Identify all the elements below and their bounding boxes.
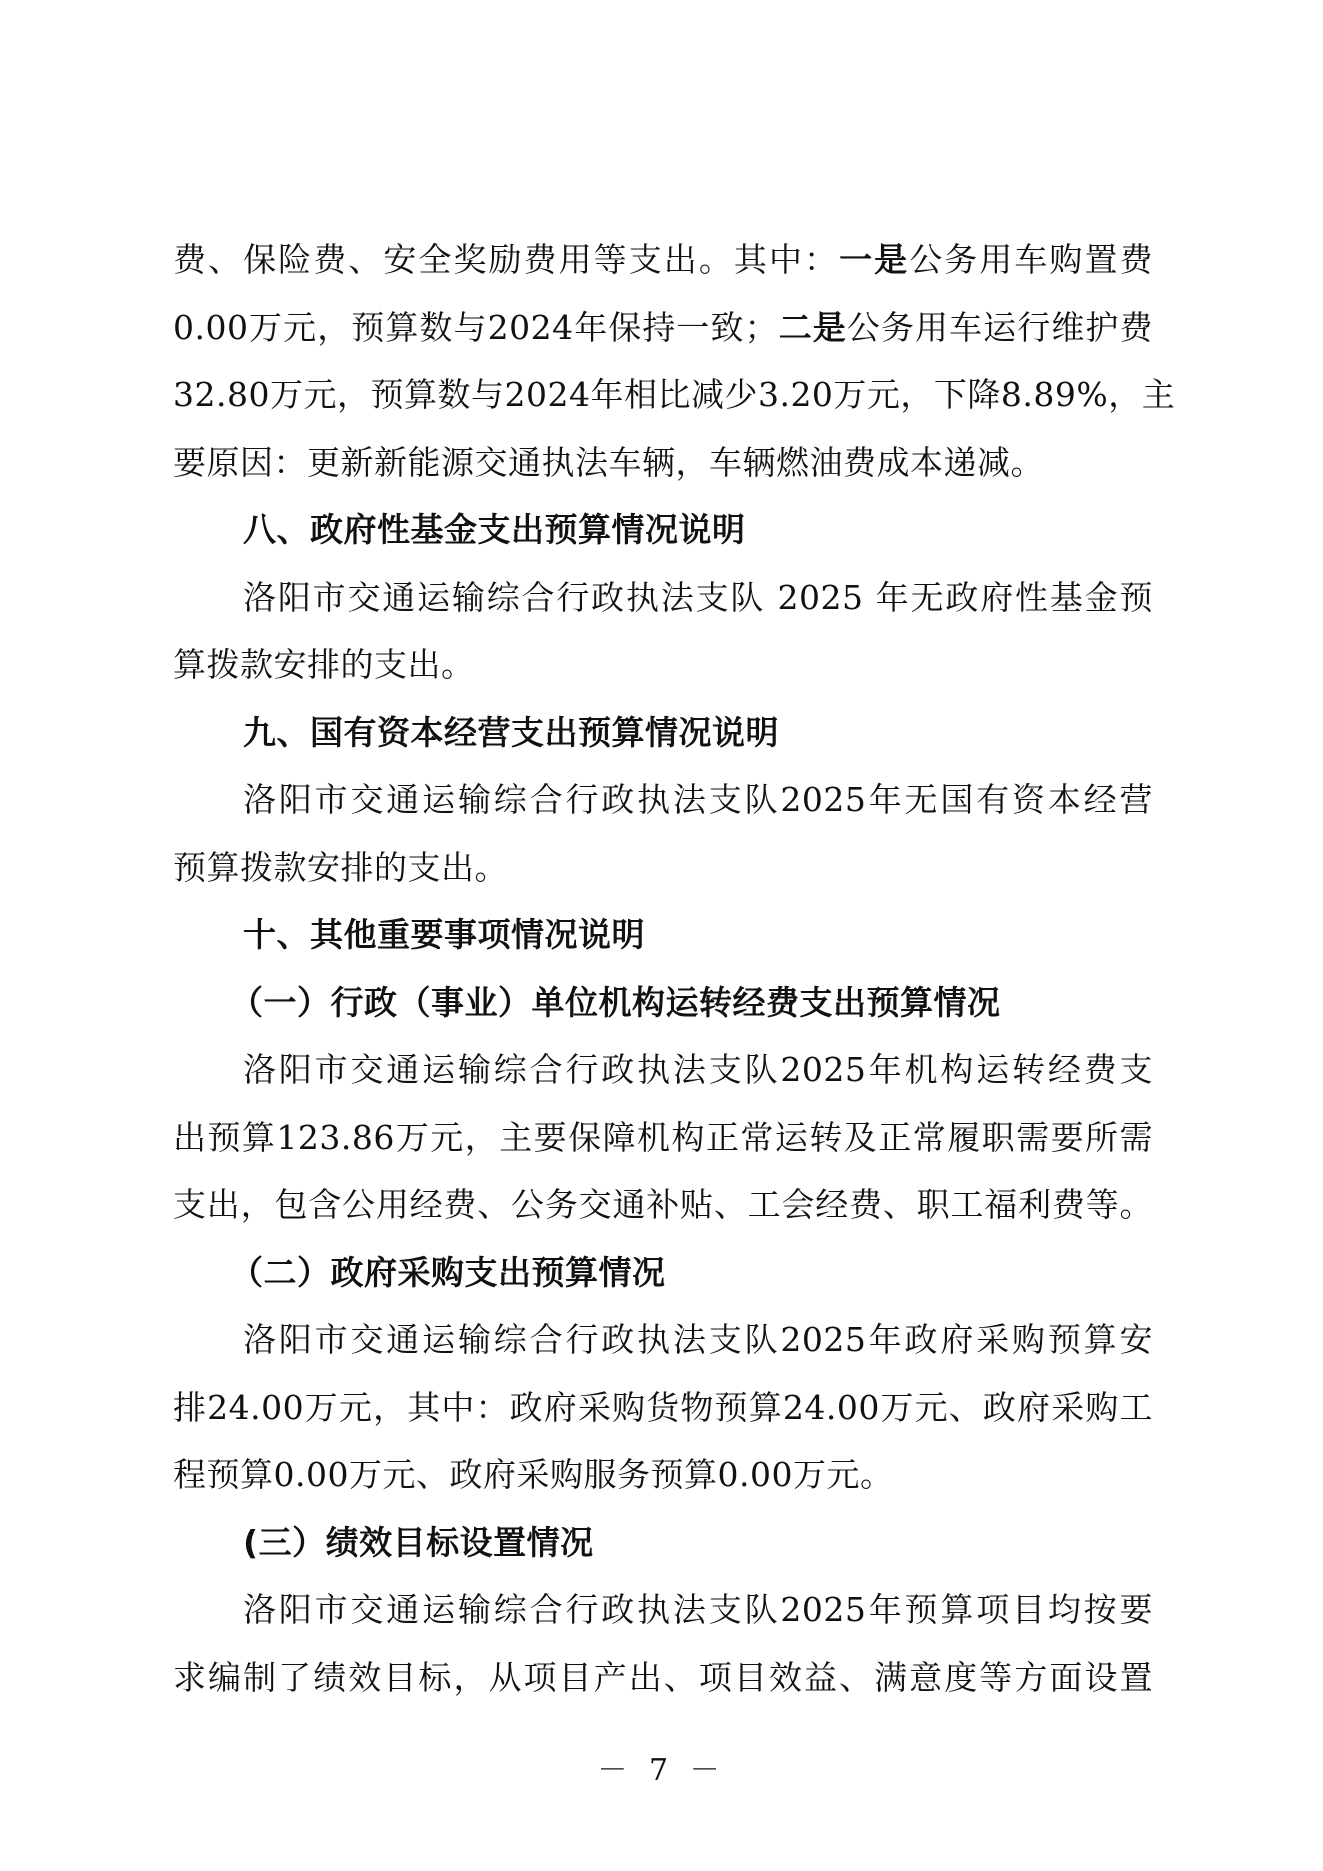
paragraph-line: 预算拨款安排的支出。 (173, 848, 508, 887)
paragraph-line: 求编制了绩效目标，从项目产出、项目效益、满意度等方面设置 (173, 1658, 1153, 1697)
paragraph-line: 支出，包含公用经费、公务交通补贴、工会经费、职工福利费等。 (173, 1185, 1153, 1224)
paragraph-line: 算拨款安排的支出。 (173, 645, 475, 684)
paragraph-line: 出预算123.86万元，主要保障机构正常运转及正常履职需要所需 (173, 1118, 1153, 1157)
subsection-heading-2: （二）政府采购支出预算情况 (230, 1253, 666, 1292)
bold-text-span: 二是 (778, 308, 847, 347)
section-heading-10: 十、其他重要事项情况说明 (243, 915, 645, 954)
paragraph-line: 程预算0.00万元、政府采购服务预算0.00万元。 (173, 1455, 894, 1494)
paragraph-line: 洛阳市交通运输综合行政执法支队2025年预算项目均按要 (243, 1590, 1153, 1629)
paragraph-line: 要原因：更新新能源交通执法车辆，车辆燃油费成本递减。 (173, 443, 1044, 482)
paragraph-line: 排24.00万元，其中：政府采购货物预算24.00万元、政府采购工 (173, 1388, 1153, 1427)
paragraph-line: 洛阳市交通运输综合行政执法支队2025年政府采购预算安 (243, 1320, 1153, 1359)
paragraph-line: 32.80万元，预算数与2024年相比减少3.20万元，下降8.89%，主 (173, 375, 1176, 414)
subsection-heading-1: （一）行政（事业）单位机构运转经费支出预算情况 (230, 983, 1001, 1022)
paragraph-line: 洛阳市交通运输综合行政执法支队2025年无国有资本经营 (243, 780, 1153, 819)
bold-text-span: 一是 (839, 240, 910, 279)
text-span: 公务用车购置费 (909, 240, 1154, 279)
section-heading-8: 八、政府性基金支出预算情况说明 (243, 510, 746, 549)
text-span: 0.00万元，预算数与2024年保持一致； (173, 308, 779, 347)
paragraph-line: 洛阳市交通运输综合行政执法支队 2025 年无政府性基金预 (243, 578, 1153, 617)
subsection-heading-3: (三）绩效目标设置情况 (243, 1523, 594, 1562)
section-heading-9: 九、国有资本经营支出预算情况说明 (243, 713, 779, 752)
text-span: 费、保险费、安全奖励费用等支出。其中： (173, 240, 840, 279)
paragraph-line (173, 236, 1153, 284)
text-span: 公务用车运行维护费 (846, 308, 1154, 347)
paragraph-line (173, 304, 1153, 352)
page-number: － 7 － (597, 1753, 726, 1788)
paragraph-line: 洛阳市交通运输综合行政执法支队2025年机构运转经费支 (243, 1050, 1153, 1089)
